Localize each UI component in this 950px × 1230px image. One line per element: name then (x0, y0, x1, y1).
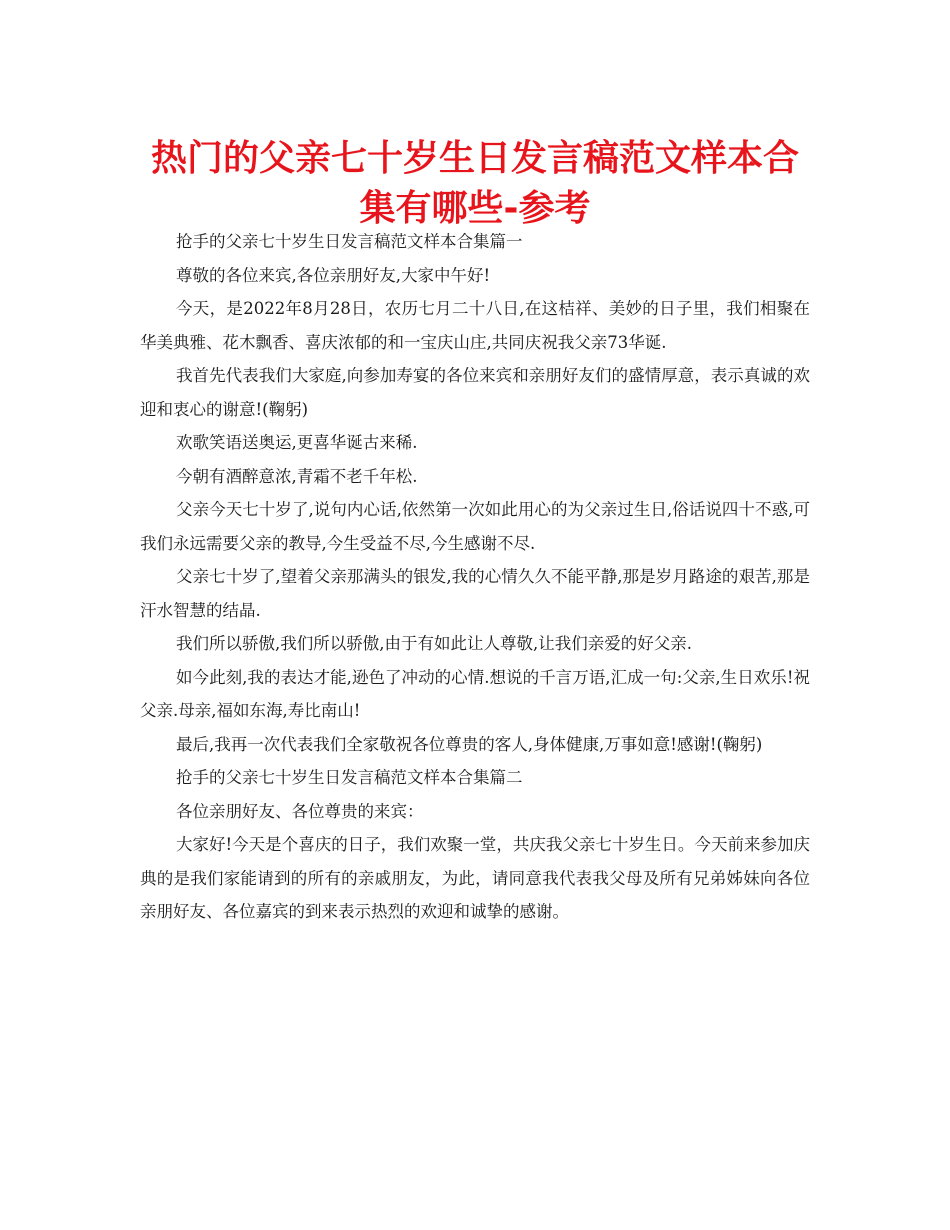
paragraph-section-heading-2: 抢手的父亲七十岁生日发言稿范文样本合集篇二 (176, 768, 523, 787)
paragraph-section-heading-1: 抢手的父亲七十岁生日发言稿范文样本合集篇一 (176, 232, 523, 251)
paragraph: 如今此刻,我的表达才能,逊色了冲动的心情.想说的千言万语,汇成一句:父亲,生日欢乐!祝父亲.母亲,福如东海,寿比南山! (140, 667, 810, 720)
paragraph: 大家好!今天是个喜庆的日子，我们欢聚一堂，共庆我父亲七十岁生日。今天前来参加庆典的是我们家能请到的所有的亲戚朋友，为此，请同意我代表我父母及所有兄弟姊妹向各位亲朋好友、各位嘉宾的到来表示热烈的欢迎和诚挚的感谢。 (140, 835, 810, 921)
paragraph: 今天，是2022年8月28日，农历七月二十八日,在这桔祥、美妙的日子里，我们相聚在华美典雅、花木飘香、喜庆浓郁的和一宝庆山庄,共同庆祝我父亲73华诞. (140, 299, 810, 352)
paragraph: 父亲今天七十岁了,说句内心话,依然第一次如此用心的为父亲过生日,俗话说四十不惑,可我们永远需要父亲的教导,今生受益不尽,今生感谢不尽. (140, 500, 810, 553)
paragraph: 欢歌笑语送奥运,更喜华诞古来稀. (176, 433, 418, 452)
paragraph: 我首先代表我们大家庭,向参加寿宴的各位来宾和亲朋好友们的盛情厚意，表示真诚的欢迎和衷心的谢意!(鞠躬) (140, 366, 810, 419)
document-title: 热门的父亲七十岁生日发言稿范文样本合集有哪些-参考 (150, 138, 799, 229)
paragraph: 我们所以骄傲,我们所以骄傲,由于有如此让人尊敬,让我们亲爱的好父亲. (176, 634, 692, 653)
paragraph-greeting-2: 各位亲朋好友、各位尊贵的来宾： (176, 801, 424, 821)
paragraph-greeting-1: 尊敬的各位来宾,各位亲朋好友,大家中午好! (176, 265, 491, 285)
document-body (140, 225, 810, 929)
paragraph: 今朝有酒醉意浓,青霜不老千年松. (176, 466, 418, 486)
paragraph: 父亲七十岁了,望着父亲那满头的银发,我的心情久久不能平静,那是岁月路途的艰苦,那是汗水智慧的结晶. (140, 567, 810, 620)
paragraph: 最后,我再一次代表我们全家敬祝各位尊贵的客人,身体健康,万事如意!感谢!(鞠躬) (176, 734, 763, 754)
